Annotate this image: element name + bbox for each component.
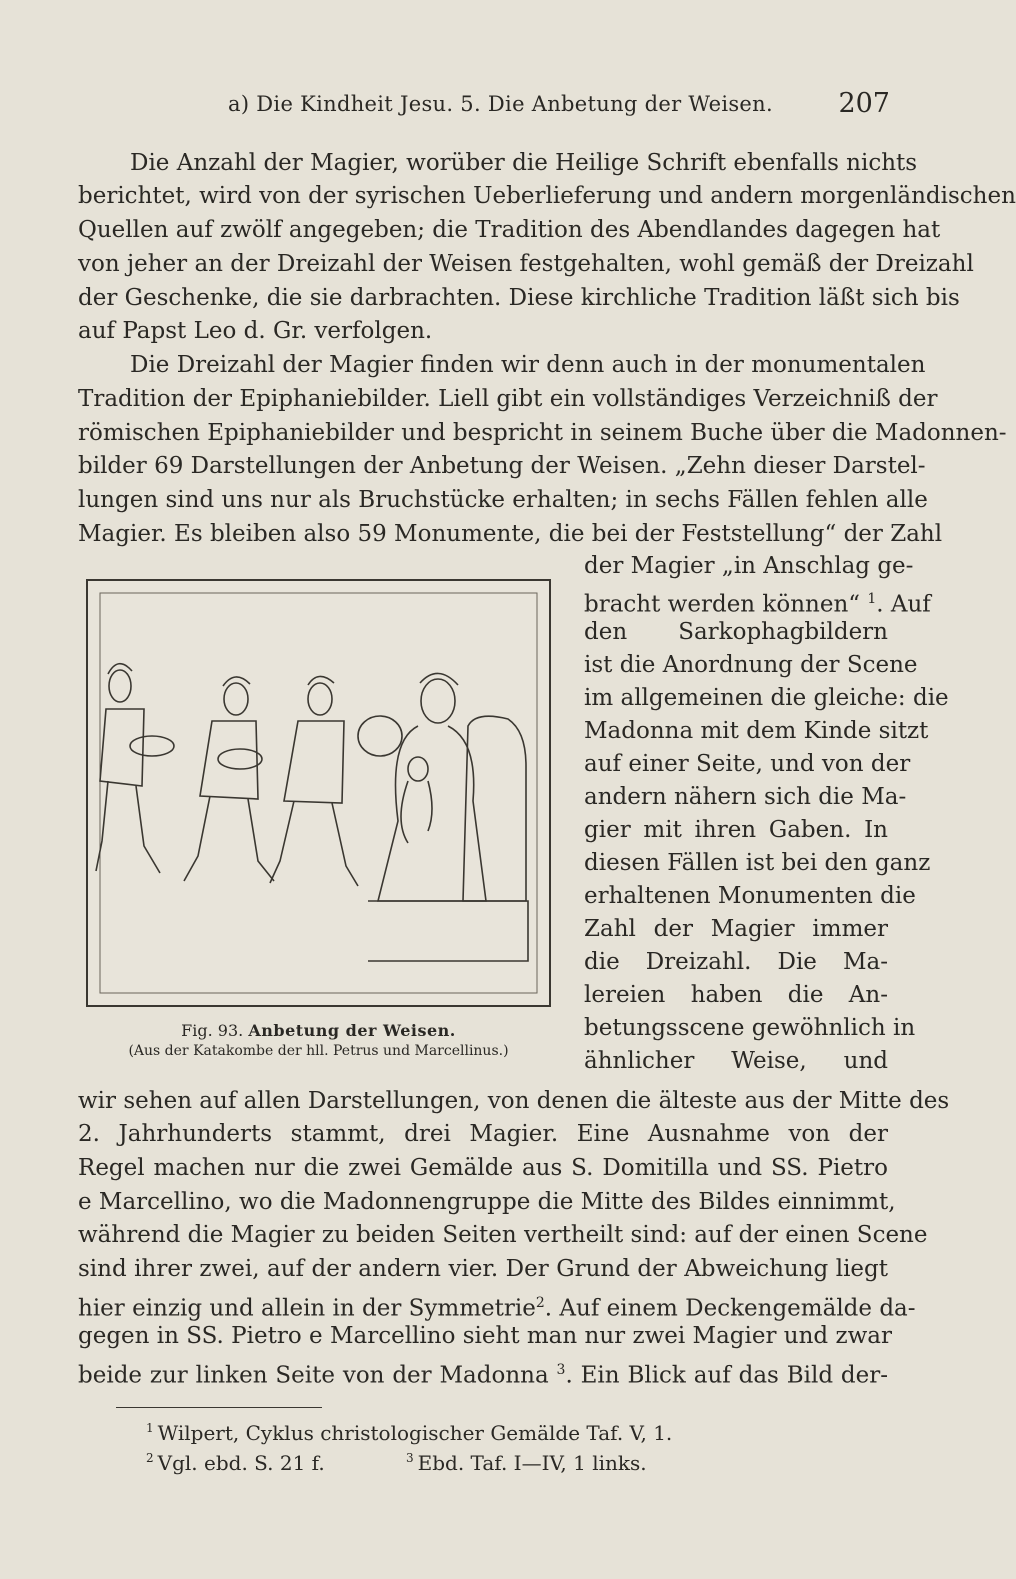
footnote bbox=[406, 1451, 647, 1475]
body-line: 2. Jahrhunderts stammt, drei Magier. Eine Ausnahme von der bbox=[78, 1121, 888, 1147]
side-line: ist die Anordnung der Scene bbox=[584, 652, 918, 678]
body-line: Quellen auf zwölf angegeben; die Tradition des Abendlandes dagegen hat bbox=[78, 217, 941, 243]
side-line: im allgemeinen die gleiche: die bbox=[584, 685, 949, 711]
body-line: berichtet, wird von der syrischen Ueberlieferung und andern morgenländischen bbox=[78, 183, 1016, 209]
figure-source: (Aus der Katakombe der hll. Petrus und Marcellinus.) bbox=[128, 1043, 509, 1059]
side-line: ähnlicher Weise, und bbox=[584, 1048, 888, 1074]
side-line: erhaltenen Monumenten die bbox=[584, 883, 916, 909]
side-line: die Dreizahl. Die Ma- bbox=[584, 949, 888, 975]
body-line: der Geschenke, die sie darbrachten. Diese kirchliche Tradition läßt sich bis bbox=[78, 285, 960, 311]
side-line: Madonna mit dem Kinde sitzt bbox=[584, 718, 929, 744]
page-number: 207 bbox=[838, 88, 890, 119]
side-line: der Magier „in Anschlag ge- bbox=[584, 553, 914, 579]
footnote-ref: 2 bbox=[535, 1295, 545, 1311]
figure-93-illustration bbox=[86, 579, 551, 1007]
footnote-number: 3 bbox=[406, 1451, 414, 1466]
running-header bbox=[78, 88, 890, 132]
body-line: auf Papst Leo d. Gr. verfolgen. bbox=[78, 318, 433, 344]
side-line bbox=[584, 582, 931, 618]
side-line: betungsscene gewöhnlich in bbox=[584, 1015, 916, 1041]
adoration-engraving bbox=[88, 581, 549, 1005]
body-line: während die Magier zu beiden Seiten vertheilt sind: auf der einen Scene bbox=[78, 1222, 928, 1248]
figure-caption bbox=[86, 1021, 551, 1040]
body-line bbox=[78, 1353, 888, 1387]
body-line: Tradition der Epiphaniebilder. Liell gibt ein vollständiges Verzeichniß der bbox=[78, 386, 938, 412]
side-line: auf einer Seite, und von der bbox=[584, 751, 911, 777]
footnote-ref: 1 bbox=[867, 591, 877, 607]
body-line-tail: . Ein Blick auf das Bild der- bbox=[565, 1362, 888, 1389]
footnote-divider bbox=[116, 1407, 322, 1408]
side-line: den Sarkophagbildern bbox=[584, 619, 888, 645]
footnote-ref: 3 bbox=[556, 1362, 566, 1378]
footnote bbox=[146, 1421, 672, 1445]
footnote-number: 2 bbox=[146, 1451, 154, 1466]
body-line: von jeher an der Dreizahl der Weisen festgehalten, wohl gemäß der Dreizahl bbox=[78, 251, 974, 277]
body-line: Magier. Es bleiben also 59 Monumente, die bei der Feststellung“ der Zahl bbox=[78, 521, 943, 547]
body-line-text: beide zur linken Seite von der Madonna bbox=[78, 1362, 549, 1389]
footnote-text: Wilpert, Cyklus christologischer Gemälde Taf. V, 1. bbox=[157, 1421, 673, 1445]
side-line: Zahl der Magier immer bbox=[584, 916, 888, 942]
footnote-number: 1 bbox=[146, 1421, 154, 1436]
body-line: e Marcellino, wo die Madonnengruppe die Mitte des Bildes einnimmt, bbox=[78, 1189, 896, 1215]
body-line: Regel machen nur die zwei Gemälde aus S. Domitilla und SS. Pietro bbox=[78, 1155, 888, 1181]
body-line: römischen Epiphaniebilder und bespricht in seinem Buche über die Madonnen- bbox=[78, 420, 1007, 446]
side-line-text: bracht werden können“ bbox=[584, 591, 861, 618]
figure-title: Anbetung der Weisen. bbox=[248, 1021, 456, 1040]
figure-label: Fig. 93. bbox=[181, 1021, 244, 1040]
body-line: gegen in SS. Pietro e Marcellino sieht man nur zwei Magier und zwar bbox=[78, 1323, 892, 1349]
body-line: sind ihrer zwei, auf der andern vier. Der Grund der Abweichung liegt bbox=[78, 1256, 888, 1282]
body-line: wir sehen auf allen Darstellungen, von denen die älteste aus der Mitte des bbox=[78, 1088, 950, 1114]
body-line: lungen sind uns nur als Bruchstücke erhalten; in sechs Fällen fehlen alle bbox=[78, 487, 928, 513]
body-line: Die Dreizahl der Magier finden wir denn auch in der monumentalen bbox=[130, 352, 926, 378]
footnote bbox=[146, 1451, 325, 1475]
side-line: andern nähern sich die Ma- bbox=[584, 784, 907, 810]
side-line: gier mit ihren Gaben. In bbox=[584, 817, 888, 843]
side-line: lereien haben die An- bbox=[584, 982, 888, 1008]
body-line-text: hier einzig und allein in der Symmetrie bbox=[78, 1295, 536, 1322]
side-line: diesen Fällen ist bei den ganz bbox=[584, 850, 931, 876]
side-line-tail: . Auf bbox=[876, 591, 931, 618]
running-title: a) Die Kindheit Jesu. 5. Die Anbetung der Weisen. bbox=[228, 92, 773, 116]
body-line bbox=[78, 1286, 916, 1322]
body-line: bilder 69 Darstellungen der Anbetung der Weisen. „Zehn dieser Darstel- bbox=[78, 453, 926, 479]
footnote-text: Vgl. ebd. S. 21 f. bbox=[157, 1451, 325, 1475]
footnote-text: Ebd. Taf. I—IV, 1 links. bbox=[417, 1451, 647, 1475]
body-line: Die Anzahl der Magier, worüber die Heilige Schrift ebenfalls nichts bbox=[130, 150, 918, 176]
body-line-tail: . Auf einem Deckengemälde da- bbox=[544, 1295, 916, 1322]
